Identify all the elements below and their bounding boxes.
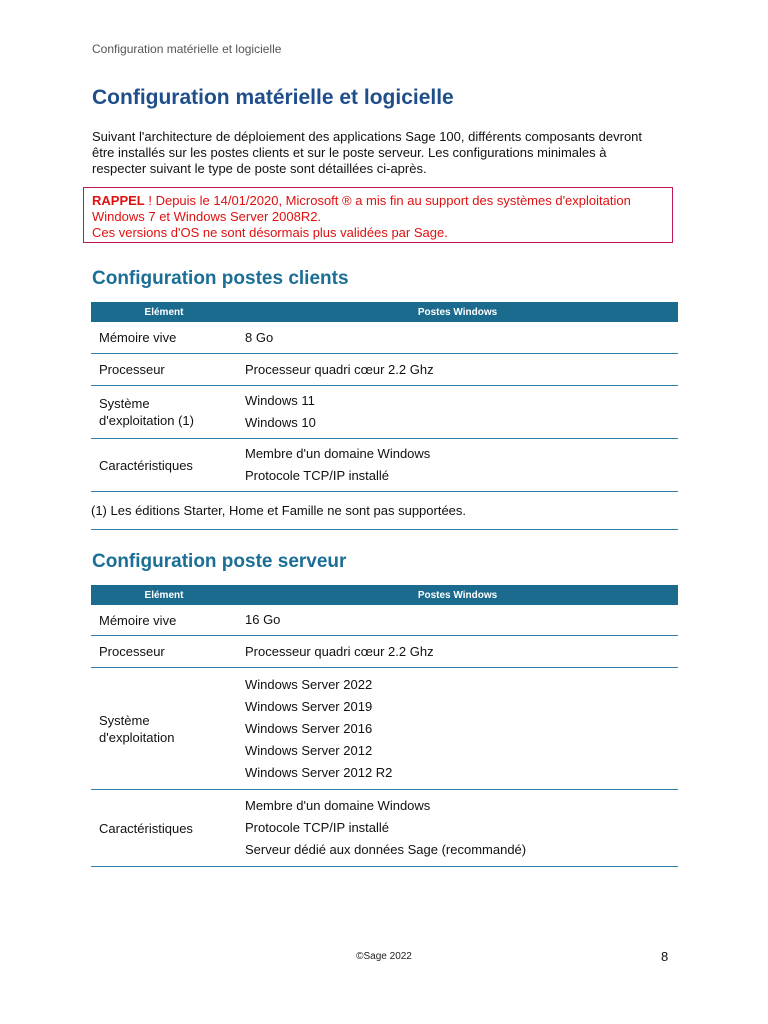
table-row	[91, 439, 678, 492]
row-values	[237, 322, 678, 354]
server-table-header	[91, 585, 678, 605]
clients-section-title: Configuration postes clients	[92, 268, 349, 289]
rappel-notice	[83, 187, 673, 243]
row-value: 16 Go	[245, 612, 281, 627]
server-table	[91, 585, 678, 867]
row-value: Membre d'un domaine Windows	[245, 798, 431, 813]
col-header-windows: Postes Windows	[237, 302, 678, 322]
row-label: Système d'exploitation	[91, 668, 237, 790]
row-label: Caractéristiques	[91, 439, 237, 492]
table-footnote: (1) Les éditions Starter, Home et Famille ne sont pas supportées.	[91, 492, 678, 530]
table-row	[91, 668, 678, 790]
running-header: Configuration matérielle et logicielle	[92, 42, 282, 56]
row-value: Processeur quadri cœur 2.2 Ghz	[245, 643, 434, 659]
row-values	[237, 636, 678, 668]
row-label: Processeur	[91, 636, 237, 668]
row-label: Mémoire vive	[91, 322, 237, 354]
row-label: Processeur	[91, 354, 237, 386]
row-value: Windows 10	[245, 415, 316, 430]
row-values	[237, 439, 678, 492]
row-values	[237, 354, 678, 386]
col-header-element: Elément	[91, 585, 237, 605]
rappel-line-2: Ces versions d'OS ne sont désormais plus validées par Sage.	[92, 225, 448, 240]
row-value: Protocole TCP/IP installé	[245, 820, 390, 835]
page-title: Configuration matérielle et logicielle	[92, 86, 454, 109]
row-value: Windows 11	[245, 393, 315, 408]
clients-table-header	[91, 302, 678, 322]
row-value: Windows Server 2012	[245, 742, 373, 758]
row-value: Windows Server 2019	[245, 698, 373, 714]
clients-table	[91, 302, 678, 530]
table-row	[91, 354, 678, 386]
row-value: Processeur quadri cœur 2.2 Ghz	[245, 361, 434, 377]
row-value: Windows Server 2022	[245, 676, 373, 692]
col-header-windows: Postes Windows	[237, 585, 678, 605]
table-row	[91, 386, 678, 439]
col-header-element: Elément	[91, 302, 237, 322]
table-row	[91, 636, 678, 668]
table-row	[91, 605, 678, 636]
footer-copyright: ©Sage 2022	[356, 951, 412, 962]
row-label: Caractéristiques	[91, 790, 237, 867]
rappel-line-1: ! Depuis le 14/01/2020, Microsoft ® a mis fin au support des systèmes d'exploitation Windows 7 et Windows Server 2008R2.	[92, 193, 631, 224]
row-value: 8 Go	[245, 329, 274, 345]
row-value: Serveur dédié aux données Sage (recommandé)	[245, 842, 527, 857]
row-value: Protocole TCP/IP installé	[245, 468, 390, 483]
rappel-label: RAPPEL	[92, 193, 145, 208]
row-values	[237, 668, 678, 790]
row-label: Système d'exploitation (1)	[91, 386, 237, 439]
row-values	[237, 790, 678, 867]
page-number: 8	[661, 949, 669, 964]
row-values	[237, 605, 678, 636]
row-value: Windows Server 2016	[245, 720, 373, 736]
intro-paragraph: Suivant l'architecture de déploiement des applications Sage 100, différents composants devront être installés sur les postes clients et sur le poste serveur. Les configurations minimales à respecter suivant le type de poste sont détaillées ci-après.	[92, 129, 643, 176]
server-section-title: Configuration poste serveur	[92, 551, 347, 572]
table-row	[91, 322, 678, 354]
row-value: Windows Server 2012 R2	[245, 764, 393, 780]
table-note-row	[91, 492, 678, 530]
row-label: Mémoire vive	[91, 605, 237, 636]
row-value: Membre d'un domaine Windows	[245, 446, 431, 461]
table-row	[91, 790, 678, 867]
row-values	[237, 386, 678, 439]
